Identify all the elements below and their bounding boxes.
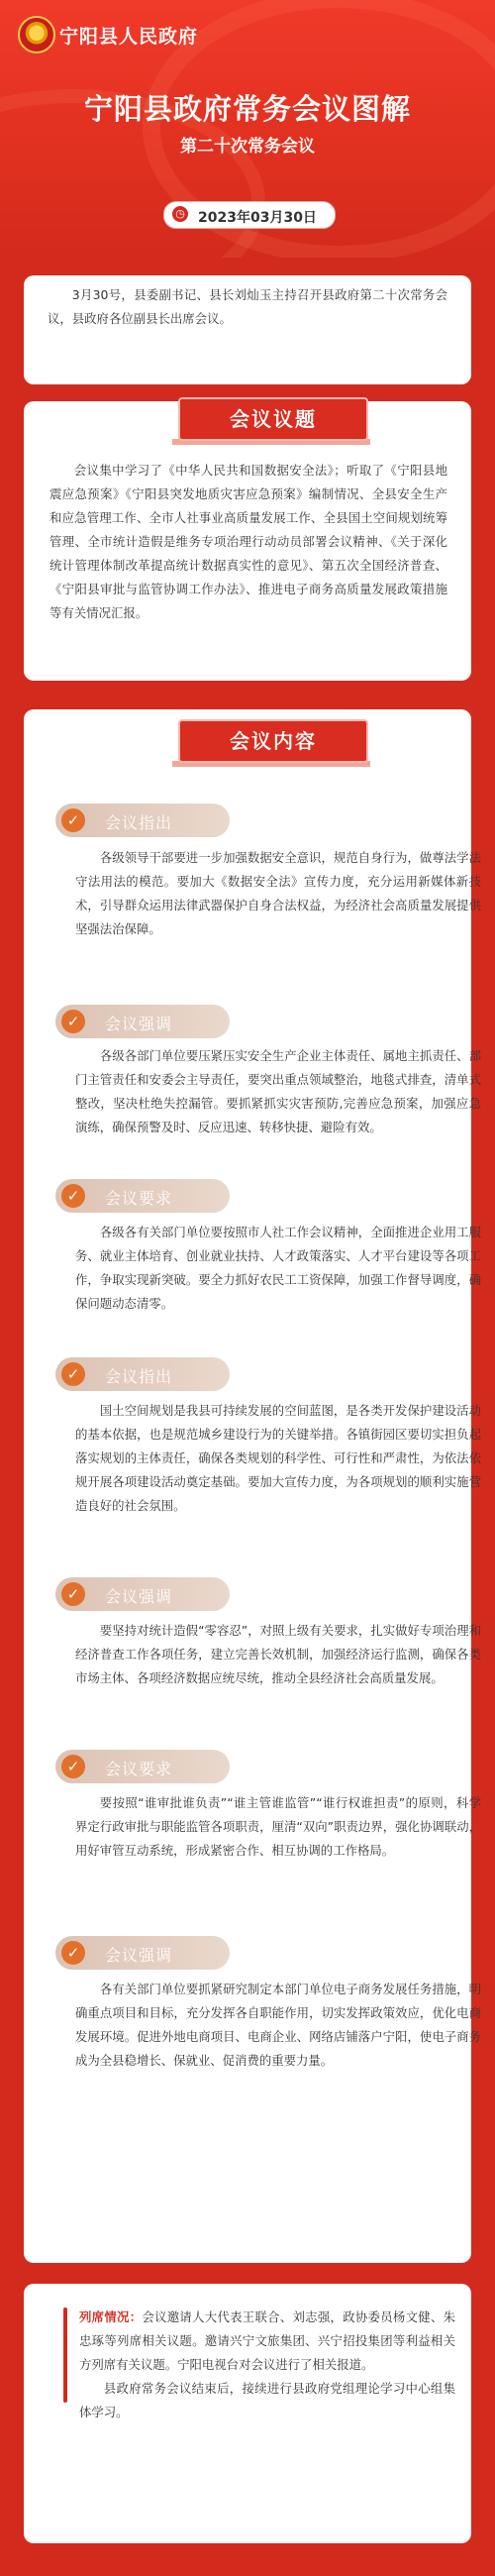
content-item <box>75 1399 481 1518</box>
section-label: 会议指出 <box>105 1367 173 1386</box>
intro-card <box>24 275 471 384</box>
check-icon: ✓ <box>61 1184 85 1208</box>
section-pill <box>55 1577 230 1611</box>
site-logo-text[interactable]: 宁阳县人民政府 <box>59 26 199 48</box>
section-label: 会议要求 <box>105 1189 173 1208</box>
content-item-text: 国土空间规划是我县可持续发展的空间蓝图，是各类开发保护建设活动的基本依据，也是规范城乡建设行为的关键举措。各镇街园区要切实担负起落实规划的主体责任，确保各类规划的科学性、可行性和严肃性，为依法依规开展各项建设活动奠定基础。要加大宣传力度，为各项规划的顺利实施营造良好的社会氛围。 <box>75 1403 481 1513</box>
accent-bar <box>63 2308 67 2403</box>
content-item-text: 要按照“谁审批谁负责”“谁主管谁监管”“谁行权谁担责”的原则，科学界定行政审批与职能监管各项职责，厘清“双向”职责边界，强化协调联动，用好审管互动系统，形成紧密合作、相互协调的工作格局。 <box>75 1795 481 1858</box>
section-label: 会议要求 <box>105 1760 173 1778</box>
content-heading <box>172 719 370 767</box>
content-item-text: 各有关部门单位要抓紧研究制定本部门单位电子商务发展任务措施，明确重点项目和目标，充分发挥各自职能作用，切实发挥政策效应，优化电商发展环境。促进外地电商项目、电商企业、网络店铺落户宁阳，使电子商务成为全县稳增长、保就业、促消费的重要力量。 <box>75 1982 481 2068</box>
check-icon: ✓ <box>61 1362 85 1386</box>
section-pill <box>55 1179 230 1213</box>
page-title: 宁阳县政府常务会议图解 <box>83 92 411 126</box>
topics-heading-text: 会议议题 <box>178 397 368 441</box>
check-icon: ✓ <box>61 808 85 832</box>
page-subtitle: 第二十次常务会议 <box>180 137 315 157</box>
attendance-card <box>24 2284 471 2543</box>
content-card <box>24 709 481 2263</box>
check-icon: ✓ <box>61 1582 85 1606</box>
topics-card <box>24 401 471 681</box>
content-heading-text: 会议内容 <box>178 719 368 763</box>
check-icon: ✓ <box>61 1941 85 1965</box>
check-icon: ✓ <box>61 1010 85 1033</box>
content-item <box>75 1221 481 1316</box>
section-label: 会议强调 <box>105 1015 173 1033</box>
content-item <box>75 1619 481 1690</box>
content-item-text: 要坚持对统计造假“零容忍”，对照上级有关要求，扎实做好专项治理和经济普查工作各项任务，建立完善长效机制，加强经济运行监测，确保各类市场主体、各项经济数据应统尽统，推动全县经济社会高质量发展。 <box>75 1623 481 1685</box>
national-emblem-icon <box>18 16 55 54</box>
header-banner <box>0 0 495 258</box>
attendance-paragraph <box>79 2306 455 2377</box>
attendance-label: 列席情况： <box>79 2309 143 2324</box>
topics-text: 会议集中学习了《中华人民共和国数据安全法》；听取了《宁阳县地震应急预案》《宁阳县突发地质灾害应急预案》编制情况、全县安全生产和应急管理工作、全市人社事业高质量发展工作、全县国土空间规划统筹管理、全市统计造假是维务专项治理行动动员部署会议精神、《关于深化统计管理体制改革提高统计数据真实性的意见》、第五次全国经济普查、《宁阳县审批与监管协调工作办法》、推进电子商务高质量发展政策措施等有关情况汇报。 <box>50 463 447 620</box>
content-item <box>75 1044 481 1139</box>
section-label: 会议指出 <box>105 813 173 832</box>
content-item <box>75 1978 481 2073</box>
attendance-text: 会议邀请人大代表王联合、刘志强，政协委员杨文健、朱忠琢等列席相关议题。邀请兴宁文旅集团、兴宁招投集团等利益相关方列席有关议题。宁阳电视台对会议进行了相关报道。 <box>79 2309 456 2372</box>
section-pill <box>55 1005 230 1038</box>
content-item <box>75 846 481 941</box>
content-item <box>75 1791 481 1863</box>
topics-heading <box>172 397 370 445</box>
intro-text: 3月30号，县委副书记、县长刘灿玉主持召开县政府第二十次常务会议，县政府各位副县长出席会议。 <box>48 287 447 326</box>
section-label: 会议强调 <box>105 1587 173 1606</box>
section-pill <box>55 804 230 837</box>
section-label: 会议强调 <box>105 1946 173 1965</box>
content-item-text: 各级领导干部要进一步加强数据安全意识，规范自身行为，做尊法学法守法用法的模范。要加大《数据安全法》宣传力度，充分运用新媒体新技术，引导群众运用法律武器保护自身合法权益，为经济社会高质量发展提供坚强法治保障。 <box>75 850 481 936</box>
content-item-text: 各级各部门单位要压紧压实安全生产企业主体责任、属地主抓责任、部门主管责任和安委会主导责任，要突出重点领域整治，地毯式排查，清单式整改，坚决杜绝失控漏管。要抓紧抓实灾害预防,完善应急预案，加强应急演练，确保预警及时、反应迅速、转移快捷、避险有效。 <box>75 1048 481 1134</box>
content-item-text: 各级各有关部门单位要按照市人社工作会议精神，全面推进企业用工服务、就业主体培育、创业就业扶持、人才政策落实、人才平台建设等各项工作，争取实现新突破。要全力抓好农民工工资保障，加强工作督导调度，确保问题动态清零。 <box>75 1225 481 1311</box>
meeting-date: 2023年03月30日 <box>198 210 317 226</box>
section-pill <box>55 1357 230 1391</box>
section-pill <box>55 1750 230 1783</box>
clock-icon: ◷ <box>172 206 188 222</box>
date-badge <box>163 201 336 229</box>
closing-text: 县政府常务会议结束后，接续进行县政府党组理论学习中心组集体学习。 <box>79 2381 455 2419</box>
check-icon: ✓ <box>61 1755 85 1778</box>
section-pill <box>55 1936 230 1970</box>
